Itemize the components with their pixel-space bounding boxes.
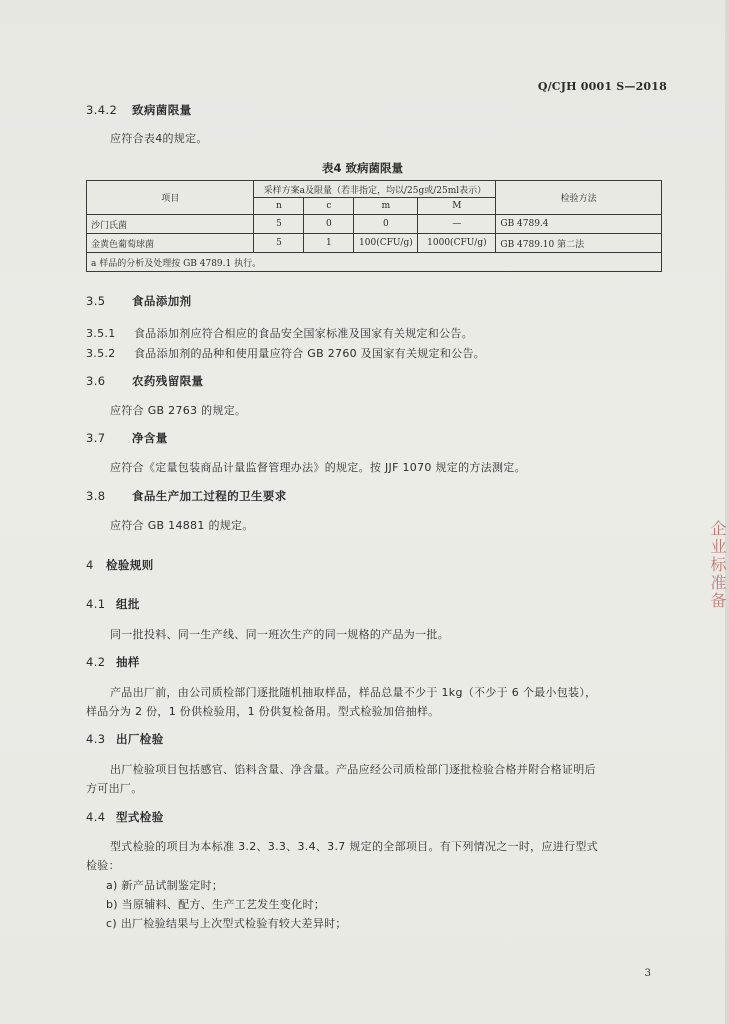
section-number: 3.6 <box>86 374 106 388</box>
col-item-header: 项目 <box>87 181 254 215</box>
red-seal-stamp: 企业标准备 <box>708 520 727 610</box>
section-number: 4.3 <box>86 732 106 746</box>
sub-m: m <box>354 198 418 215</box>
section-4-4-text-line1: 型式检验的项目为本标准 3.2、3.3、3.4、3.7 规定的全部项目。有下列情况之一时，应进行型式 <box>110 840 598 853</box>
list-item: a) 新产品试制鉴定时； <box>106 879 224 892</box>
section-3-4-2-text: 应符合表4的规定。 <box>110 132 208 145</box>
section-3-7-heading <box>86 430 168 446</box>
col-sampling-header: 采样方案a及限量（若非指定，均以/25g或/25ml表示） <box>254 181 496 198</box>
section-4-1-text: 同一批投料、同一生产线、同一班次生产的同一规格的产品为一批。 <box>110 628 449 641</box>
section-4-3-heading <box>86 731 164 747</box>
section-title: 食品添加剂 <box>132 294 192 308</box>
section-3-8-heading <box>86 488 287 504</box>
section-number: 4 <box>86 558 94 572</box>
section-title: 组批 <box>116 597 140 611</box>
section-4-2-text-line2: 样品分为 2 份，1 份供检验用，1 份供复检备用。型式检验加倍抽样。 <box>86 705 440 718</box>
list-item: c) 出厂检验结果与上次型式检验有较大差异时； <box>106 917 347 930</box>
section-text: 食品添加剂应符合相应的食品安全国家标准及国家有关规定和公告。 <box>134 327 473 340</box>
sub-n: n <box>254 198 304 215</box>
sub-c: c <box>304 198 354 215</box>
section-3-5-heading <box>86 293 192 309</box>
section-title: 食品生产加工过程的卫生要求 <box>132 489 287 503</box>
section-4-4-text-line2: 检验： <box>86 859 120 872</box>
section-4-3-text-line2: 方可出厂。 <box>86 782 143 795</box>
table-row <box>87 215 662 234</box>
cell-m: 100(CFU/g) <box>354 234 418 253</box>
section-3-5-2 <box>86 345 485 361</box>
section-3-8-text: 应符合 GB 14881 的规定。 <box>110 519 254 532</box>
section-3-6-heading <box>86 373 203 389</box>
section-4-heading <box>86 557 154 573</box>
section-title: 型式检验 <box>116 810 164 824</box>
section-title: 检验规则 <box>106 558 154 572</box>
page-number: 3 <box>644 968 651 979</box>
cell-method: GB 4789.10 第二法 <box>496 234 662 253</box>
section-text: 食品添加剂的品种和使用量应符合 GB 2760 及国家有关规定和公告。 <box>134 347 486 360</box>
section-number: 4.4 <box>86 810 106 824</box>
section-number: 3.7 <box>86 431 106 445</box>
table-row <box>87 234 662 253</box>
cell-M: — <box>418 215 496 234</box>
table-header-row <box>87 181 662 198</box>
cell-method: GB 4789.4 <box>496 215 662 234</box>
section-3-4-2-heading <box>86 102 192 118</box>
table-caption: 表4 致病菌限量 <box>321 161 403 175</box>
section-title: 农药残留限量 <box>132 374 204 388</box>
cell-c: 1 <box>304 234 354 253</box>
section-number: 3.5.2 <box>86 347 116 360</box>
cell-n: 5 <box>254 215 304 234</box>
section-4-2-text-line1: 产品出厂前，由公司质检部门逐批随机抽取样品，样品总量不少于 1kg（不少于 6 个最小包装）， <box>110 686 597 699</box>
section-4-1-heading <box>86 596 140 612</box>
section-4-4-heading <box>86 809 164 825</box>
document-id: Q/CJH 0001 S—2018 <box>537 80 667 93</box>
section-4-3-text-line1: 出厂检验项目包括感官、馅料含量、净含量。产品应经公司质检部门逐批检验合格并附合格证明后 <box>110 763 596 776</box>
section-number: 4.2 <box>86 655 106 669</box>
col-method-header: 检验方法 <box>496 181 662 215</box>
pathogen-limits-table <box>86 180 662 272</box>
table-note-row <box>87 253 662 272</box>
sub-M: M <box>418 198 496 215</box>
section-4-2-heading <box>86 654 140 670</box>
list-item: b) 当原辅料、配方、生产工艺发生变化时； <box>106 898 326 911</box>
cell-item: 金黄色葡萄球菌 <box>87 234 254 253</box>
section-3-5-1 <box>86 325 473 341</box>
section-number: 3.8 <box>86 489 106 503</box>
section-number: 3.4.2 <box>86 103 118 117</box>
section-title: 致病菌限量 <box>132 103 192 117</box>
section-3-7-text: 应符合《定量包装商品计量监督管理办法》的规定。按 JJF 1070 规定的方法测定。 <box>110 461 526 474</box>
cell-M: 1000(CFU/g) <box>418 234 496 253</box>
table-note: a 样品的分析及处理按 GB 4789.1 执行。 <box>87 253 662 272</box>
cell-c: 0 <box>304 215 354 234</box>
section-title: 抽样 <box>116 655 140 669</box>
cell-n: 5 <box>254 234 304 253</box>
section-3-6-text: 应符合 GB 2763 的规定。 <box>110 404 247 417</box>
section-number: 3.5.1 <box>86 327 116 340</box>
section-title: 出厂检验 <box>116 732 164 746</box>
cell-item: 沙门氏菌 <box>87 215 254 234</box>
section-number: 3.5 <box>86 294 106 308</box>
cell-m: 0 <box>354 215 418 234</box>
section-number: 4.1 <box>86 597 106 611</box>
section-title: 净含量 <box>132 431 168 445</box>
